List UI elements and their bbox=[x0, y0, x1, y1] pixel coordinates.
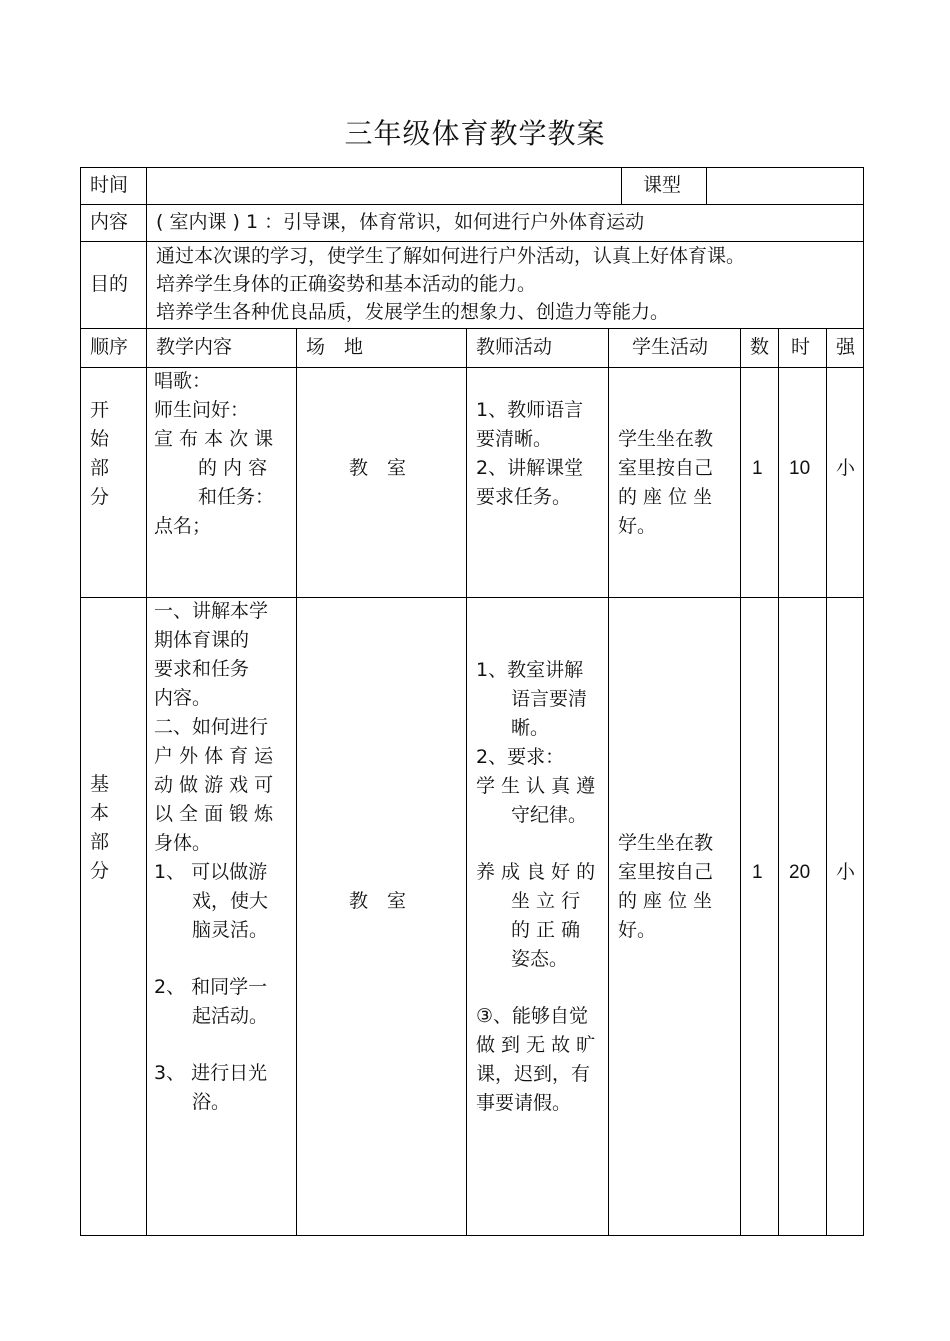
content-label: 内容 bbox=[90, 211, 129, 233]
table-rule bbox=[80, 328, 864, 329]
time-value: 10 bbox=[789, 458, 811, 479]
content-line: 宣 布 本 次 课 bbox=[154, 428, 274, 450]
intensity-value: 小 bbox=[836, 861, 856, 883]
place-value: 教 室 bbox=[349, 890, 407, 912]
content-line: 期体育课的 bbox=[154, 629, 250, 651]
table-rule bbox=[706, 167, 707, 204]
teacher-line: 语言要清 bbox=[511, 688, 588, 710]
teacher-line: 做 到 无 故 旷 bbox=[476, 1034, 596, 1056]
student-line: 好。 bbox=[618, 919, 657, 941]
section-order-char: 部 bbox=[90, 457, 110, 479]
teacher-line: 2、要求： bbox=[476, 746, 565, 768]
table-rule bbox=[621, 167, 622, 204]
content-line: 户 外 体 育 运 bbox=[154, 745, 274, 767]
goal-line: 培养学生各种优良品质，发展学生的想象力、创造力等能力。 bbox=[156, 301, 670, 323]
student-line: 的 座 位 坐 bbox=[618, 890, 713, 912]
student-line: 好。 bbox=[618, 515, 657, 537]
content-line: 和任务： bbox=[198, 486, 275, 508]
teacher-line: 的 正 确 bbox=[511, 919, 581, 941]
time-label: 时间 bbox=[90, 174, 129, 196]
column-header-place: 场 地 bbox=[306, 336, 364, 358]
content-line: 身体。 bbox=[154, 832, 212, 854]
place-value: 教 室 bbox=[349, 457, 407, 479]
lesson-type-label: 课型 bbox=[643, 174, 682, 196]
table-rule bbox=[296, 328, 297, 1236]
count-value: 1 bbox=[752, 458, 763, 479]
count-value: 1 bbox=[752, 862, 763, 883]
teacher-line: 要清晰。 bbox=[476, 428, 553, 450]
time-value: 20 bbox=[789, 862, 811, 883]
page-title: 三年级体育教学教案 bbox=[344, 117, 606, 150]
section-order-char: 始 bbox=[90, 428, 110, 450]
content-line: 以 全 面 锻 炼 bbox=[154, 803, 274, 825]
content-line: 的 内 容 bbox=[198, 457, 268, 479]
intensity-value: 小 bbox=[836, 457, 856, 479]
column-header-content: 教学内容 bbox=[156, 336, 233, 358]
teacher-line: 1、教师语言 bbox=[476, 399, 584, 421]
content-line: 内容。 bbox=[154, 687, 212, 709]
content-line: 戏，使大 bbox=[192, 890, 269, 912]
table-rule bbox=[80, 204, 864, 205]
content-line: 要求和任务 bbox=[154, 658, 250, 680]
content-value: ( 室内课 ) 1 ：引导课，体育常识，如何进行户外体育运动 bbox=[156, 211, 645, 233]
column-header-intensity: 强 bbox=[836, 336, 856, 358]
table-rule bbox=[608, 328, 609, 1236]
content-line: 唱歌： bbox=[154, 370, 212, 392]
teacher-line: 课，迟到，有 bbox=[476, 1063, 591, 1085]
table-rule bbox=[778, 328, 779, 1236]
table-border-left bbox=[80, 167, 81, 1236]
teacher-line: 晰。 bbox=[511, 717, 550, 739]
content-line: 起活动。 bbox=[192, 1005, 269, 1027]
teacher-line: 2、讲解课堂 bbox=[476, 457, 584, 479]
student-line: 室里按自己 bbox=[618, 861, 714, 883]
teacher-line: 养 成 良 好 的 bbox=[476, 861, 596, 883]
teacher-line: 事要请假。 bbox=[476, 1092, 572, 1114]
teacher-line: 学 生 认 真 遵 bbox=[476, 775, 596, 797]
table-border-right bbox=[863, 167, 864, 1236]
teacher-line: 姿态。 bbox=[511, 948, 569, 970]
content-line: 动 做 游 戏 可 bbox=[154, 774, 274, 796]
content-line: 浴。 bbox=[192, 1091, 231, 1113]
section-order-char: 基 bbox=[90, 773, 110, 795]
goal-label: 目的 bbox=[90, 273, 129, 295]
teacher-line: 守纪律。 bbox=[511, 804, 588, 826]
table-rule bbox=[740, 328, 741, 1236]
content-line: 3、 进行日光 bbox=[154, 1062, 268, 1084]
table-rule bbox=[466, 328, 467, 1236]
table-border-top bbox=[80, 167, 864, 168]
student-line: 学生坐在教 bbox=[618, 832, 714, 854]
content-line: 师生问好： bbox=[154, 399, 250, 421]
column-header-count: 数 bbox=[750, 336, 770, 358]
section-order-char: 本 bbox=[90, 802, 110, 824]
student-line: 室里按自己 bbox=[618, 457, 714, 479]
teacher-line: 坐 立 行 bbox=[511, 890, 581, 912]
teacher-line: 要求任务。 bbox=[476, 486, 572, 508]
goal-line: 通过本次课的学习，使学生了解如何进行户外活动，认真上好体育课。 bbox=[156, 245, 746, 267]
section-order-char: 分 bbox=[90, 486, 110, 508]
table-border-bottom bbox=[80, 1235, 864, 1236]
table-rule bbox=[146, 167, 147, 1236]
teacher-line: ③、能够自觉 bbox=[476, 1005, 589, 1027]
content-line: 脑灵活。 bbox=[192, 919, 269, 941]
content-line: 二、如何进行 bbox=[154, 716, 269, 738]
student-line: 学生坐在教 bbox=[618, 428, 714, 450]
goal-line: 培养学生身体的正确姿势和基本活动的能力。 bbox=[156, 273, 537, 295]
content-line: 1、 可以做游 bbox=[154, 861, 268, 883]
column-header-teacher: 教师活动 bbox=[476, 336, 553, 358]
section-order-char: 开 bbox=[90, 399, 110, 421]
column-header-student: 学生活动 bbox=[632, 336, 709, 358]
column-header-time: 时 bbox=[791, 336, 811, 358]
teacher-line: 1、教室讲解 bbox=[476, 659, 584, 681]
content-line: 点名； bbox=[154, 515, 212, 537]
content-line: 一、讲解本学 bbox=[154, 600, 269, 622]
student-line: 的 座 位 坐 bbox=[618, 486, 713, 508]
content-line: 2、 和同学一 bbox=[154, 976, 268, 998]
section-order-char: 分 bbox=[90, 860, 110, 882]
section-order-char: 部 bbox=[90, 831, 110, 853]
column-header-order: 顺序 bbox=[90, 336, 129, 358]
table-rule bbox=[826, 328, 827, 1236]
